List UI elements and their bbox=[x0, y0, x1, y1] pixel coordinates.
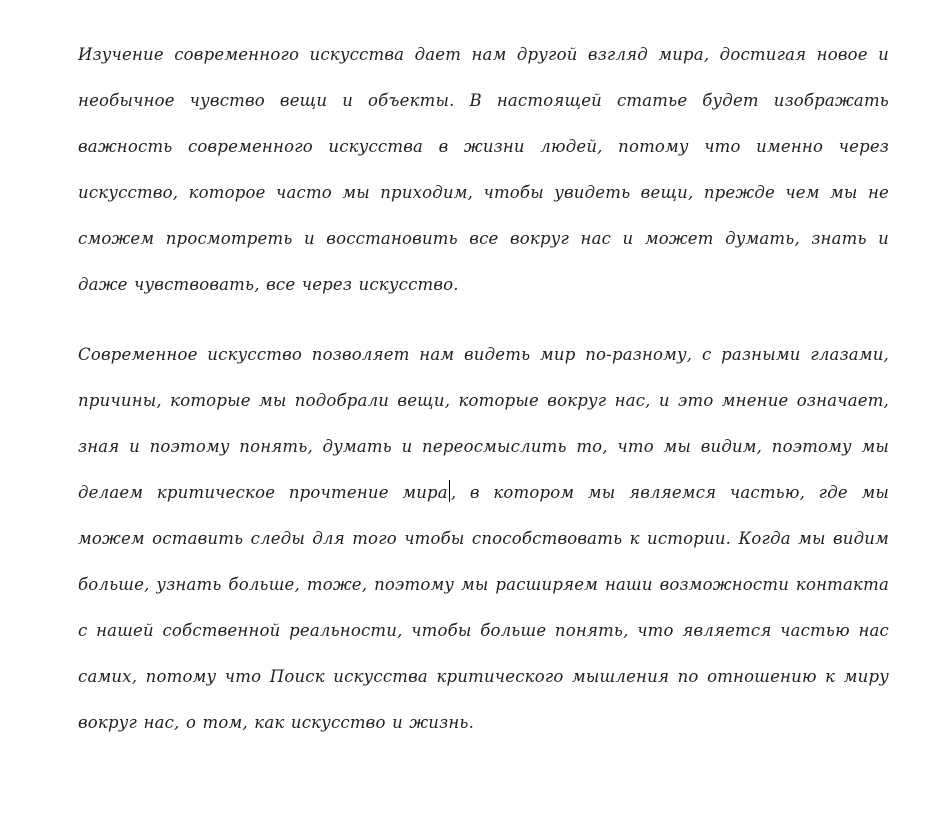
document-page[interactable] bbox=[78, 32, 889, 746]
paragraph-2-text-after-caret: , в котором мы являемся частью, где мы можем оставить следы для того чтобы способствовать к истории. Когда мы видим больше, узнать больше, тоже, поэтому мы расширяем наши возможности контакта с нашей собственной реальности, чтобы больше понять, что является частью нас самих, потому что Поиск искусства критического мышления по отношению к миру вокруг нас, о том, как искусство и жизнь. bbox=[78, 483, 889, 732]
paragraph-2-text-before-caret: Современное искусство позволяет нам видеть мир по-разному, с разными глазами, причины, которые мы подобрали вещи, которые вокруг нас, и это мнение означает, зная и поэтому понять, думать и переосмыслить то, что мы видим, поэтому мы делаем критическое прочтение мира bbox=[78, 345, 889, 502]
paragraph-1[interactable]: Изучение современного искусства дает нам другой взгляд мира, достигая новое и необычное чувство вещи и объекты. В настоящей статье будет изображать важность современного искусства в жизни людей, потому что именно через искусство, которое часто мы приходим, чтобы увидеть вещи, прежде чем мы не сможем просмотреть и восстановить все вокруг нас и может думать, знать и даже чувствовать, все через искусство. bbox=[78, 45, 889, 294]
paragraph-2[interactable] bbox=[78, 332, 889, 746]
text-caret bbox=[449, 480, 450, 502]
